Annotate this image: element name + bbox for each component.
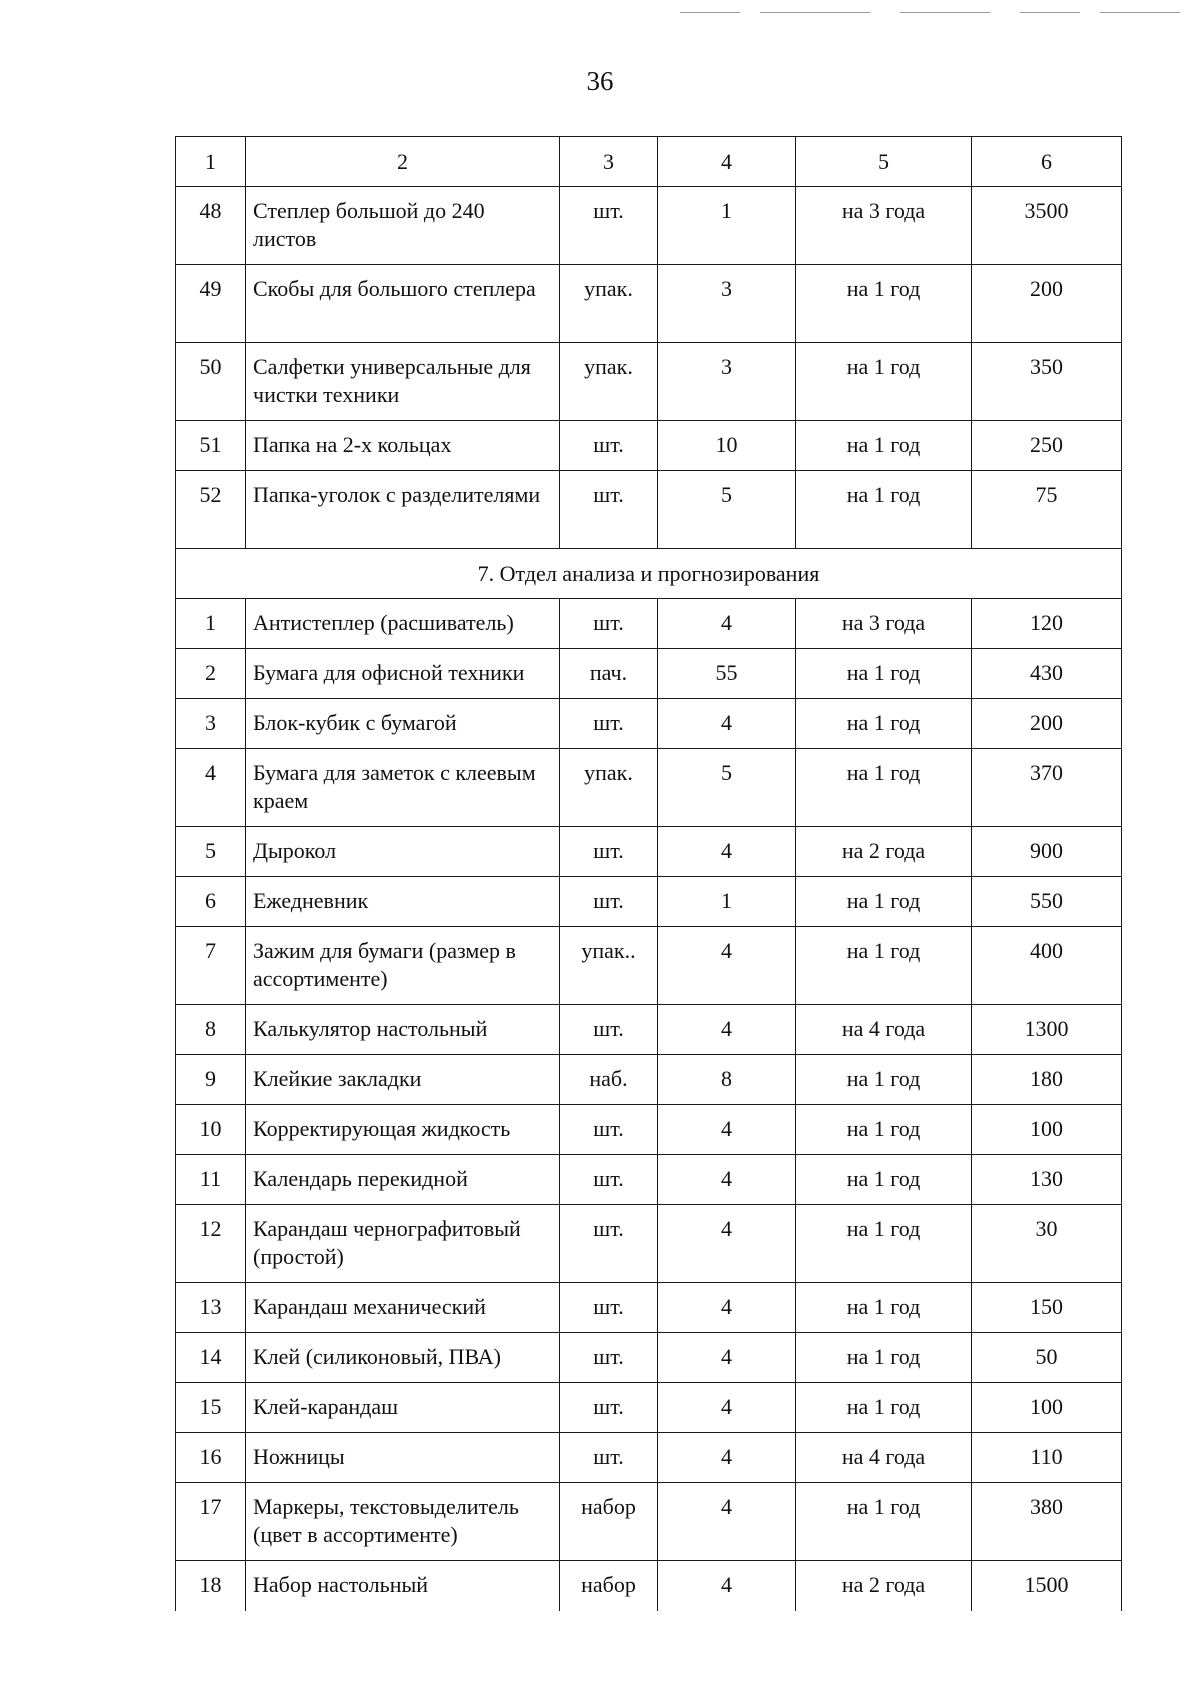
table-row	[176, 1105, 1122, 1155]
unit-cell: набор	[560, 1561, 658, 1611]
table-row	[176, 421, 1122, 471]
unit-cell: шт.	[560, 1205, 658, 1283]
price-cell: 100	[972, 1105, 1122, 1155]
section-row	[176, 549, 1122, 599]
item-name-cell: Степлер большой до 240 листов	[246, 187, 560, 265]
quantity-cell: 4	[658, 1383, 796, 1433]
scan-artifact	[760, 12, 870, 13]
row-number-cell: 17	[176, 1483, 246, 1561]
quantity-cell: 55	[658, 649, 796, 699]
item-name-cell: Дырокол	[246, 827, 560, 877]
period-cell: на 1 год	[796, 877, 972, 927]
scan-artifact	[900, 12, 990, 13]
item-name-cell: Бумага для офисной техники	[246, 649, 560, 699]
unit-cell: шт.	[560, 699, 658, 749]
price-cell: 430	[972, 649, 1122, 699]
period-cell: на 1 год	[796, 649, 972, 699]
period-cell: на 4 года	[796, 1005, 972, 1055]
price-cell: 200	[972, 265, 1122, 343]
quantity-cell: 4	[658, 599, 796, 649]
period-cell: на 1 год	[796, 1333, 972, 1383]
period-cell: на 1 год	[796, 1205, 972, 1283]
period-cell: на 1 год	[796, 699, 972, 749]
price-cell: 30	[972, 1205, 1122, 1283]
quantity-cell: 4	[658, 1105, 796, 1155]
item-name-cell: Маркеры, текстовыделитель (цвет в ассортименте)	[246, 1483, 560, 1561]
price-cell: 380	[972, 1483, 1122, 1561]
unit-cell: шт.	[560, 827, 658, 877]
table-row	[176, 1433, 1122, 1483]
table-row	[176, 699, 1122, 749]
table-header-row	[176, 137, 1122, 187]
price-cell: 150	[972, 1283, 1122, 1333]
table-row	[176, 1483, 1122, 1561]
row-number-cell: 13	[176, 1283, 246, 1333]
quantity-cell: 4	[658, 1483, 796, 1561]
unit-cell: шт.	[560, 1005, 658, 1055]
table-row	[176, 649, 1122, 699]
quantity-cell: 1	[658, 187, 796, 265]
table-row	[176, 1383, 1122, 1433]
unit-cell: шт.	[560, 1283, 658, 1333]
quantity-cell: 4	[658, 699, 796, 749]
period-cell: на 1 год	[796, 343, 972, 421]
unit-cell: шт.	[560, 1333, 658, 1383]
scan-artifact	[680, 12, 740, 13]
row-number-cell: 16	[176, 1433, 246, 1483]
period-cell: на 1 год	[796, 1483, 972, 1561]
table-row	[176, 1005, 1122, 1055]
unit-cell: шт.	[560, 471, 658, 549]
price-cell: 400	[972, 927, 1122, 1005]
scan-artifact	[1100, 12, 1180, 13]
period-cell: на 1 год	[796, 927, 972, 1005]
row-number-cell: 18	[176, 1561, 246, 1611]
period-cell: на 3 года	[796, 187, 972, 265]
period-cell: на 4 года	[796, 1433, 972, 1483]
item-name-cell: Антистеплер (расшиватель)	[246, 599, 560, 649]
price-cell: 120	[972, 599, 1122, 649]
quantity-cell: 4	[658, 1561, 796, 1611]
unit-cell: шт.	[560, 877, 658, 927]
period-cell: на 1 год	[796, 1105, 972, 1155]
item-name-cell: Календарь перекидной	[246, 1155, 560, 1205]
quantity-cell: 5	[658, 471, 796, 549]
unit-cell: шт.	[560, 1105, 658, 1155]
table-row	[176, 599, 1122, 649]
quantity-cell: 10	[658, 421, 796, 471]
item-name-cell: Клей-карандаш	[246, 1383, 560, 1433]
price-cell: 900	[972, 827, 1122, 877]
item-name-cell: Салфетки универсальные для чистки техники	[246, 343, 560, 421]
quantity-cell: 4	[658, 827, 796, 877]
period-cell: на 1 год	[796, 1155, 972, 1205]
period-cell: на 1 год	[796, 471, 972, 549]
row-number-cell: 8	[176, 1005, 246, 1055]
header-cell: 1	[176, 137, 246, 187]
item-name-cell: Набор настольный	[246, 1561, 560, 1611]
unit-cell: набор	[560, 1483, 658, 1561]
row-number-cell: 11	[176, 1155, 246, 1205]
table-row	[176, 1205, 1122, 1283]
row-number-cell: 6	[176, 877, 246, 927]
item-name-cell: Папка на 2-х кольцах	[246, 421, 560, 471]
price-cell: 100	[972, 1383, 1122, 1433]
row-number-cell: 14	[176, 1333, 246, 1383]
item-name-cell: Карандаш чернографитовый (простой)	[246, 1205, 560, 1283]
supplies-table	[175, 136, 1122, 1611]
item-name-cell: Ножницы	[246, 1433, 560, 1483]
item-name-cell: Скобы для большого степлера	[246, 265, 560, 343]
item-name-cell: Блок-кубик с бумагой	[246, 699, 560, 749]
price-cell: 250	[972, 421, 1122, 471]
row-number-cell: 5	[176, 827, 246, 877]
table-row	[176, 1561, 1122, 1611]
price-cell: 75	[972, 471, 1122, 549]
quantity-cell: 4	[658, 1155, 796, 1205]
quantity-cell: 5	[658, 749, 796, 827]
row-number-cell: 2	[176, 649, 246, 699]
row-number-cell: 7	[176, 927, 246, 1005]
unit-cell: упак.	[560, 343, 658, 421]
price-cell: 110	[972, 1433, 1122, 1483]
item-name-cell: Карандаш механический	[246, 1283, 560, 1333]
table-row	[176, 1155, 1122, 1205]
header-cell: 3	[560, 137, 658, 187]
row-number-cell: 15	[176, 1383, 246, 1433]
price-cell: 350	[972, 343, 1122, 421]
period-cell: на 2 года	[796, 1561, 972, 1611]
period-cell: на 1 год	[796, 421, 972, 471]
header-cell: 2	[246, 137, 560, 187]
row-number-cell: 51	[176, 421, 246, 471]
table-row	[176, 187, 1122, 265]
quantity-cell: 4	[658, 1205, 796, 1283]
item-name-cell: Ежедневник	[246, 877, 560, 927]
row-number-cell: 49	[176, 265, 246, 343]
price-cell: 550	[972, 877, 1122, 927]
table-row	[176, 471, 1122, 549]
price-cell: 1500	[972, 1561, 1122, 1611]
section-title: 7. Отдел анализа и прогнозирования	[176, 549, 1122, 599]
row-number-cell: 52	[176, 471, 246, 549]
table-row	[176, 1283, 1122, 1333]
table-row	[176, 1055, 1122, 1105]
price-cell: 370	[972, 749, 1122, 827]
price-cell: 1300	[972, 1005, 1122, 1055]
period-cell: на 1 год	[796, 749, 972, 827]
page-number: 36	[586, 66, 614, 96]
row-number-cell: 3	[176, 699, 246, 749]
price-cell: 200	[972, 699, 1122, 749]
quantity-cell: 4	[658, 927, 796, 1005]
unit-cell: упак..	[560, 927, 658, 1005]
unit-cell: наб.	[560, 1055, 658, 1105]
quantity-cell: 4	[658, 1433, 796, 1483]
scan-artifact	[1020, 12, 1080, 13]
period-cell: на 3 года	[796, 599, 972, 649]
item-name-cell: Папка-уголок с разделителями	[246, 471, 560, 549]
row-number-cell: 9	[176, 1055, 246, 1105]
unit-cell: шт.	[560, 421, 658, 471]
quantity-cell: 4	[658, 1333, 796, 1383]
table-row	[176, 343, 1122, 421]
header-cell: 4	[658, 137, 796, 187]
unit-cell: шт.	[560, 1383, 658, 1433]
unit-cell: шт.	[560, 1433, 658, 1483]
row-number-cell: 12	[176, 1205, 246, 1283]
unit-cell: шт.	[560, 1155, 658, 1205]
period-cell: на 2 года	[796, 827, 972, 877]
period-cell: на 1 год	[796, 1283, 972, 1333]
item-name-cell: Бумага для заметок с клеевым краем	[246, 749, 560, 827]
price-cell: 180	[972, 1055, 1122, 1105]
quantity-cell: 4	[658, 1283, 796, 1333]
quantity-cell: 3	[658, 343, 796, 421]
header-cell: 6	[972, 137, 1122, 187]
period-cell: на 1 год	[796, 1383, 972, 1433]
row-number-cell: 50	[176, 343, 246, 421]
quantity-cell: 8	[658, 1055, 796, 1105]
table-row	[176, 927, 1122, 1005]
price-cell: 130	[972, 1155, 1122, 1205]
table-row	[176, 749, 1122, 827]
table-row	[176, 877, 1122, 927]
unit-cell: шт.	[560, 599, 658, 649]
unit-cell: пач.	[560, 649, 658, 699]
unit-cell: упак.	[560, 749, 658, 827]
table-row	[176, 827, 1122, 877]
quantity-cell: 1	[658, 877, 796, 927]
table-row	[176, 1333, 1122, 1383]
period-cell: на 1 год	[796, 1055, 972, 1105]
header-cell: 5	[796, 137, 972, 187]
price-cell: 3500	[972, 187, 1122, 265]
quantity-cell: 3	[658, 265, 796, 343]
quantity-cell: 4	[658, 1005, 796, 1055]
unit-cell: шт.	[560, 187, 658, 265]
item-name-cell: Корректирующая жидкость	[246, 1105, 560, 1155]
row-number-cell: 4	[176, 749, 246, 827]
price-cell: 50	[972, 1333, 1122, 1383]
table-row	[176, 265, 1122, 343]
item-name-cell: Зажим для бумаги (размер в ассортименте)	[246, 927, 560, 1005]
item-name-cell: Клейкие закладки	[246, 1055, 560, 1105]
period-cell: на 1 год	[796, 265, 972, 343]
unit-cell: упак.	[560, 265, 658, 343]
item-name-cell: Калькулятор настольный	[246, 1005, 560, 1055]
row-number-cell: 1	[176, 599, 246, 649]
row-number-cell: 48	[176, 187, 246, 265]
item-name-cell: Клей (силиконовый, ПВА)	[246, 1333, 560, 1383]
row-number-cell: 10	[176, 1105, 246, 1155]
